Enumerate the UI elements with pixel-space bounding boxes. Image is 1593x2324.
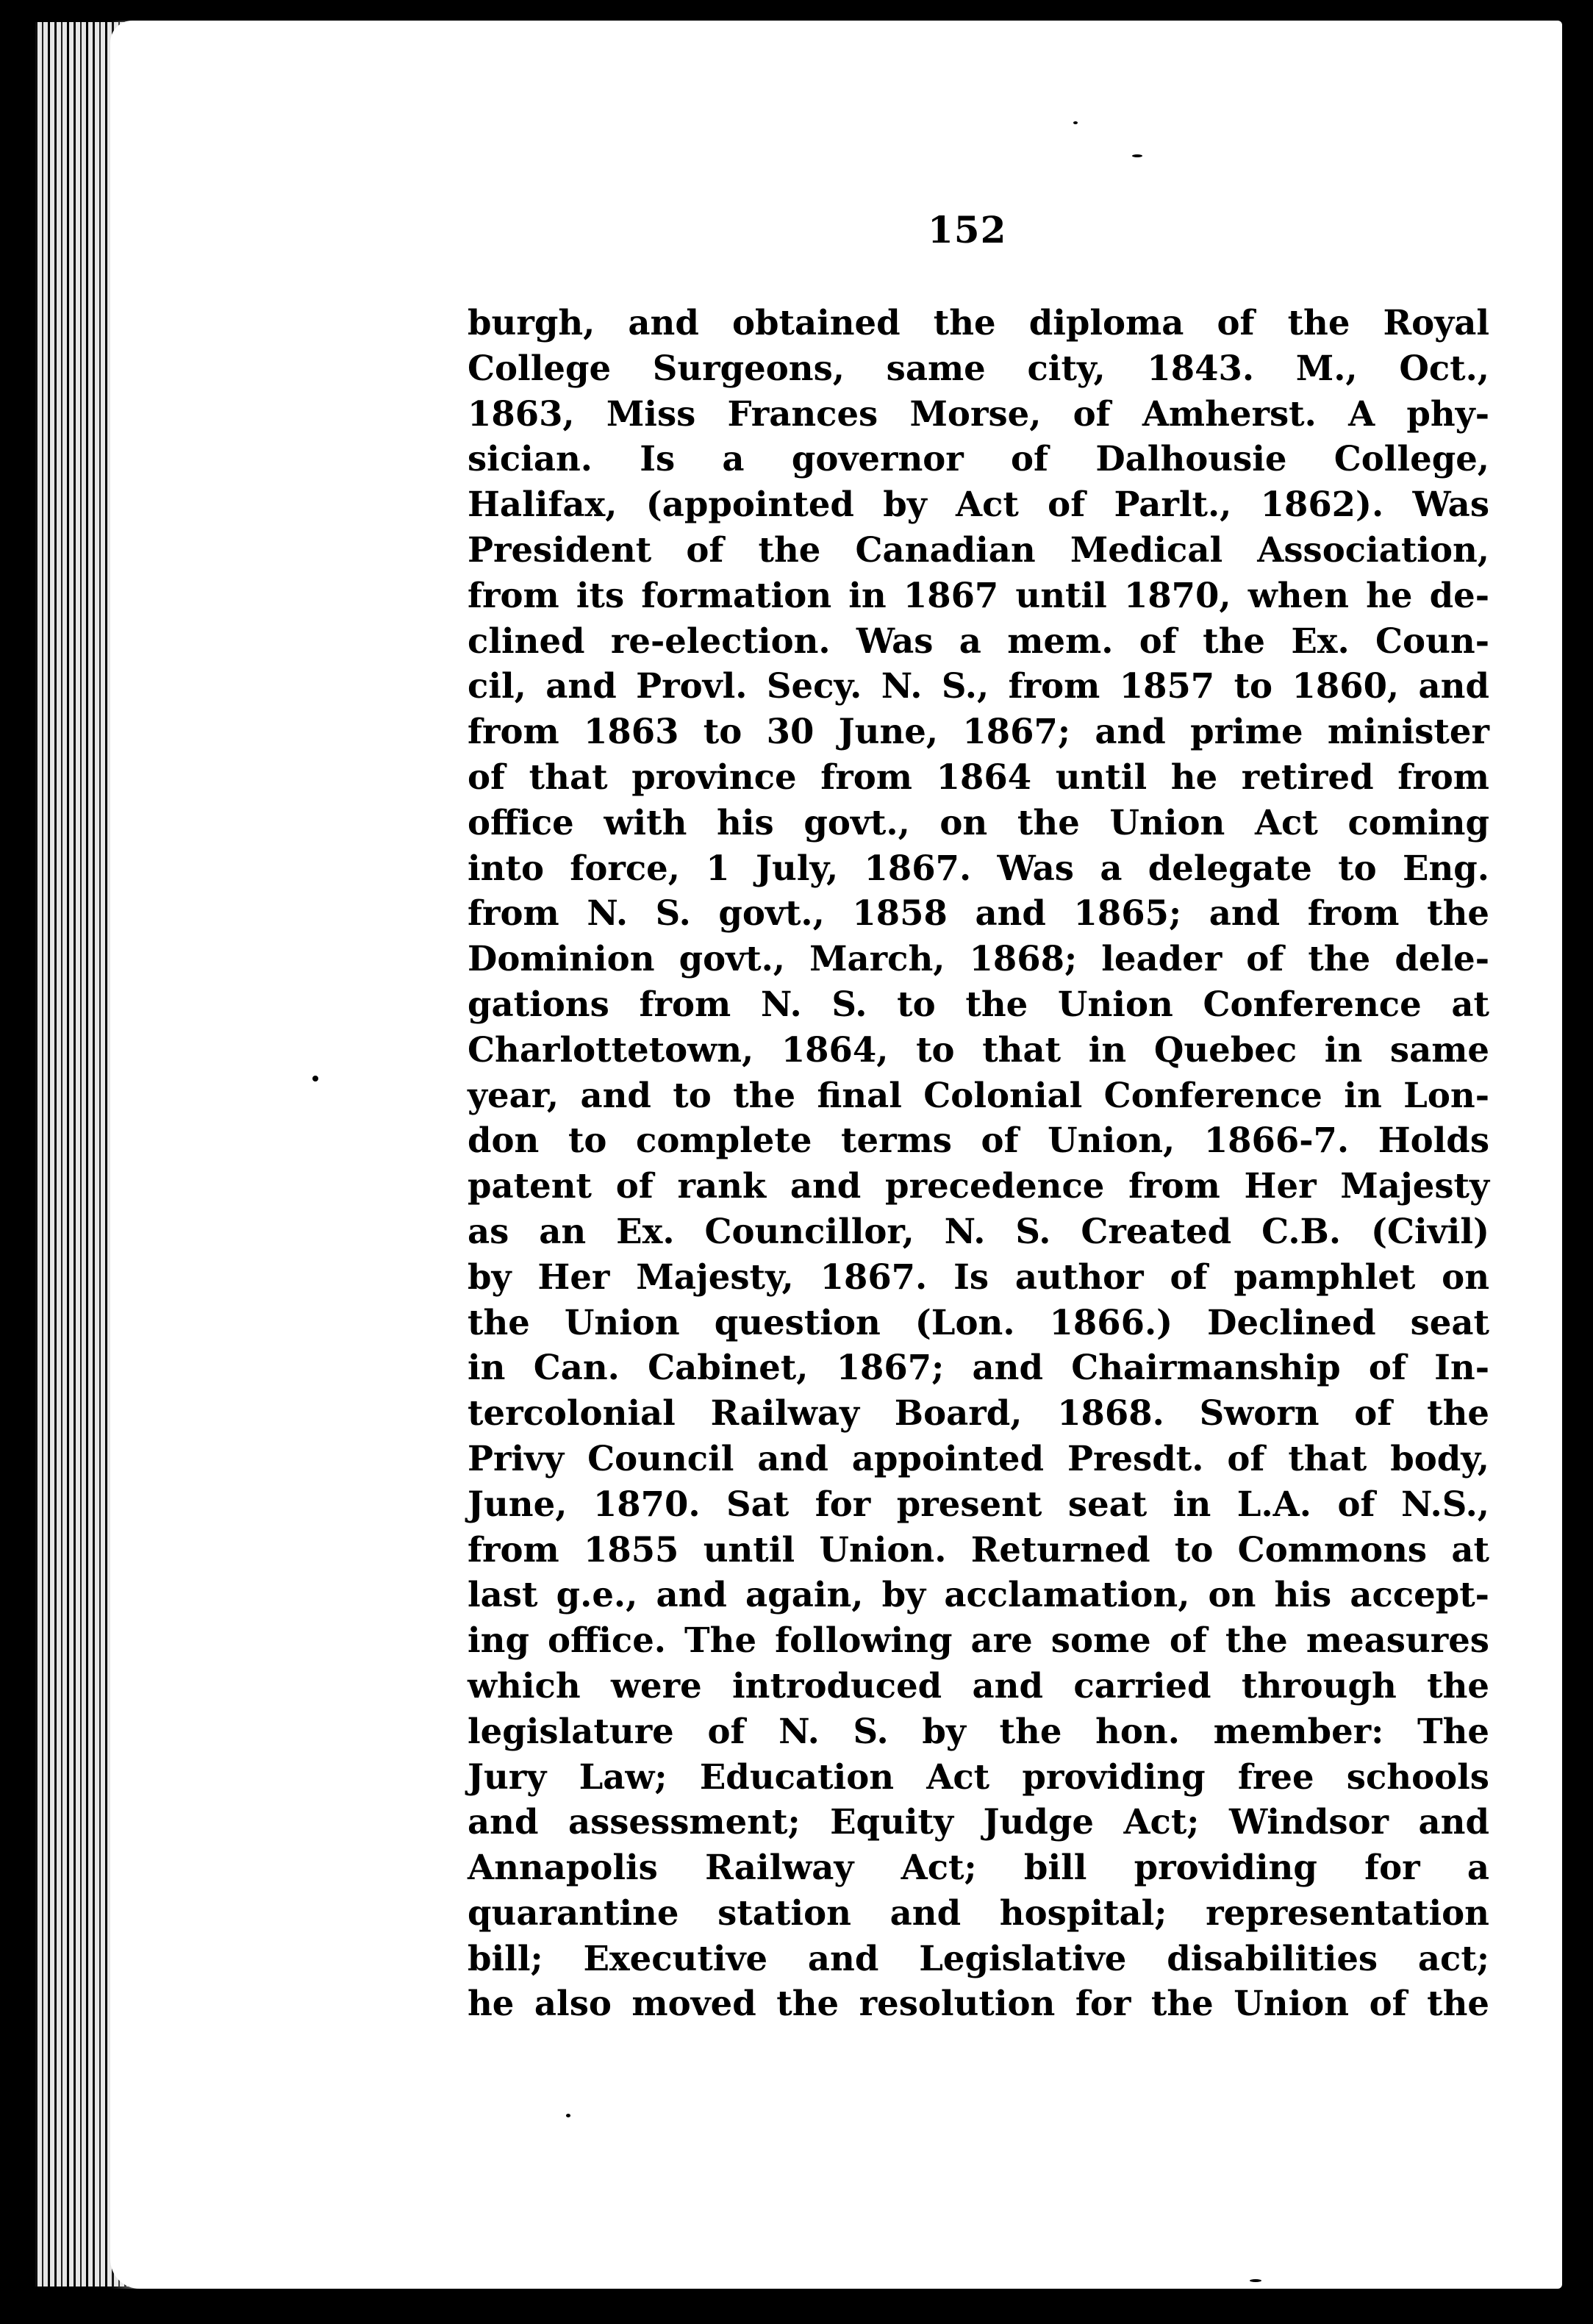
text-line: don to complete terms of Union, 1866-7. Holds (468, 1120, 1489, 1161)
text-line: from N. S. govt., 1858 and 1865; and from the (468, 893, 1489, 934)
text-line: Jury Law; Education Act providing free schools (468, 1756, 1489, 1797)
text-line: Halifax, (appointed by Act of Parlt., 1862). Was (468, 484, 1489, 525)
text-line: June, 1870. Sat for present seat in L.A. of N.S., (468, 1483, 1489, 1524)
text-line: cil, and Provl. Secy. N. S., from 1857 to 1860, and (468, 665, 1489, 707)
text-line: the Union question (Lon. 1866.) Declined seat (468, 1301, 1489, 1342)
text-line: Privy Council and appointed Presdt. of that body, (468, 1437, 1489, 1479)
text-line: President of the Canadian Medical Association, (468, 529, 1489, 570)
ink-speck (1073, 121, 1078, 124)
ink-speck (1250, 2279, 1261, 2282)
text-line: in Can. Cabinet, 1867; and Chairmanship of In- (468, 1347, 1489, 1388)
ink-speck (1132, 154, 1142, 157)
page-number: 152 (928, 208, 1007, 251)
ink-speck (566, 2114, 570, 2117)
text-line: into force, 1 July, 1867. Was a delegate to Eng. (468, 847, 1489, 888)
text-line: office with his govt., on the Union Act coming (468, 801, 1489, 843)
text-line: from its formation in 1867 until 1870, when he de- (468, 574, 1489, 615)
text-line: patent of rank and precedence from Her Majesty (468, 1165, 1489, 1206)
text-line: quarantine station and hospital; representation (468, 1892, 1489, 1933)
text-line: gations from N. S. to the Union Conference at (468, 983, 1489, 1024)
text-line: ing office. The following are some of the measures (468, 1620, 1489, 1661)
text-line: by Her Majesty, 1867. Is author of pamphlet on (468, 1256, 1489, 1297)
text-line: bill; Executive and Legislative disabilities act; (468, 1937, 1489, 1978)
text-line: from 1863 to 30 June, 1867; and prime minister (468, 711, 1489, 752)
text-line: which were introduced and carried through the (468, 1665, 1489, 1706)
ink-speck (312, 1076, 318, 1081)
text-line: sician. Is a governor of Dalhousie College, (468, 438, 1489, 479)
text-line: 1863, Miss Frances Morse, of Amherst. A phy- (468, 393, 1489, 434)
text-line: Dominion govt., March, 1868; leader of the dele- (468, 938, 1489, 979)
page-gutter-fade (110, 21, 176, 2289)
text-line: College Surgeons, same city, 1843. M., Oct., (468, 347, 1489, 388)
text-line: year, and to the final Colonial Conference in Lon- (468, 1074, 1489, 1115)
page-body-text (468, 300, 1489, 2026)
text-line: legislature of N. S. by the hon. member: The (468, 1710, 1489, 1751)
text-line: and assessment; Equity Judge Act; Windsor and (468, 1801, 1489, 1842)
text-line: Charlottetown, 1864, to that in Quebec in same (468, 1029, 1489, 1070)
text-line: burgh, and obtained the diploma of the Royal (468, 302, 1489, 343)
text-line: last g.e., and again, by acclamation, on his accept- (468, 1574, 1489, 1615)
text-line: clined re-election. Was a mem. of the Ex. Coun- (468, 620, 1489, 661)
text-line: of that province from 1864 until he retired from (468, 756, 1489, 797)
text-line: Annapolis Railway Act; bill providing for a (468, 1847, 1489, 1888)
text-line: from 1855 until Union. Returned to Commons at (468, 1529, 1489, 1570)
text-line: as an Ex. Councillor, N. S. Created C.B. (Civil) (468, 1210, 1489, 1251)
text-line: tercolonial Railway Board, 1868. Sworn of the (468, 1392, 1489, 1434)
text-line: he also moved the resolution for the Union of the (468, 1983, 1489, 2024)
